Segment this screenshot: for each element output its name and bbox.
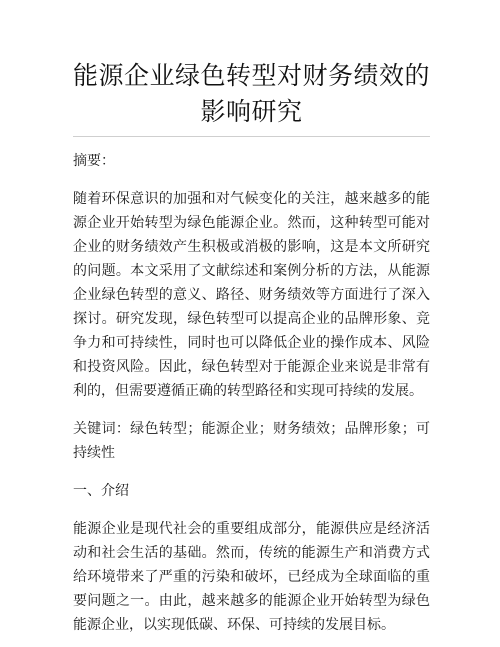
abstract-paragraph: 随着环保意识的加强和对气候变化的关注，越来越多的能源企业开始转型为绿色能源企业。然而，这种转型可能对企业的财务绩效产生积极或消极的影响，这是本文所研究的问题。本文采用了文献综述和案例分析的方法，从能源企业绿色转型的意义、路径、财务绩效等方面进行了深入探讨。研究发现，绿色转型可以提高企业的品牌形象、竞争力和可持续性，同时也可以降低企业的操作成本、风险和投资风险。因此，绿色转型对于能源企业来说是非常有利的，但需要遵循正确的转型路径和实现可持续的发展。 xyxy=(73,191,430,399)
document-title: 能源企业绿色转型对财务绩效的影响研究 xyxy=(73,61,431,126)
introduction-paragraph: 能源企业是现代社会的重要组成部分，能源供应是经济活动和社会生活的基础。然而，传统的能源生产和消费方式给环境带来了严重的污染和破坏，已经成为全球面临的重要问题之一。由此，越来越多的能源企业开始转型为绿色能源企业，以实现低碳、环保、可持续的发展目标。 xyxy=(73,521,430,633)
title-divider xyxy=(73,136,430,137)
keywords-line: 关键词：绿色转型；能源企业；财务绩效；品牌形象；可持续性 xyxy=(73,421,430,461)
abstract-label: 摘要： xyxy=(73,153,115,169)
section-heading-introduction: 一、介绍 xyxy=(73,483,129,499)
